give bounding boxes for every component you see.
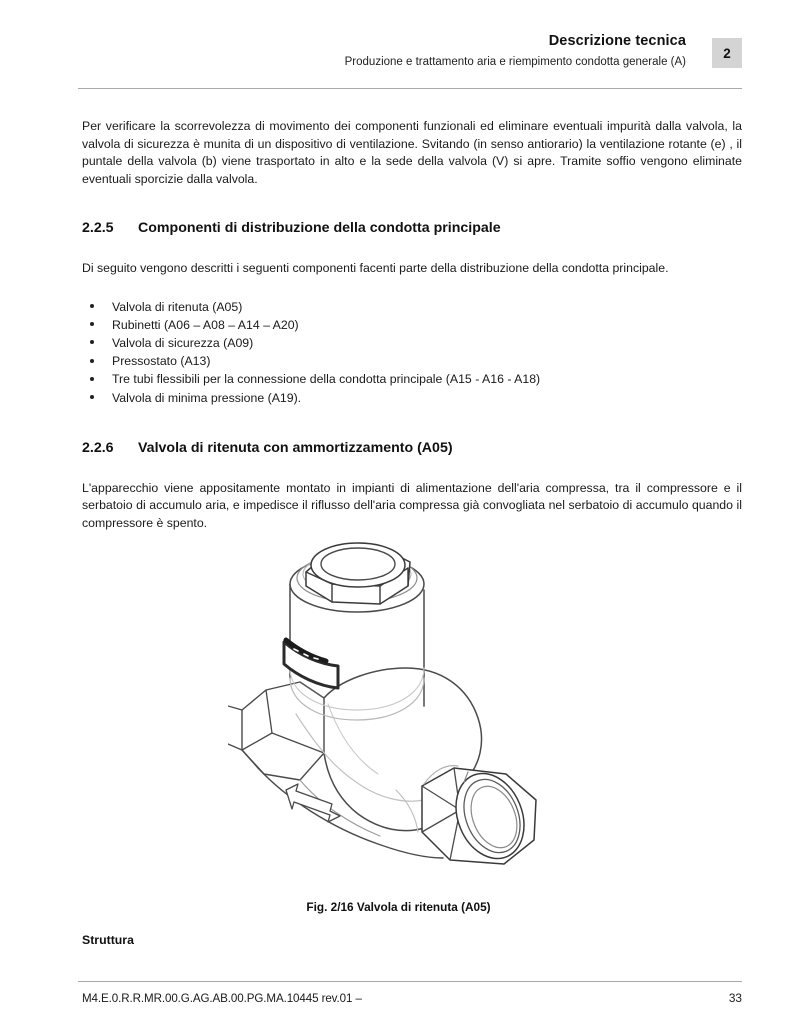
list-item bbox=[82, 316, 742, 334]
check-valve-illustration bbox=[228, 528, 568, 890]
components-bullet-list bbox=[82, 298, 742, 407]
list-item-label: Valvola di ritenuta (A05) bbox=[112, 299, 243, 314]
bullet-dot-icon bbox=[90, 395, 94, 399]
list-item bbox=[82, 352, 742, 370]
list-item bbox=[82, 370, 742, 388]
intro-paragraph: Per verificare la scorrevolezza di movimento dei componenti funzionali ed eliminare eventuali impurità dalla valvola, la valvola di sicurezza è munita di un dispositivo di ventilazione. Svitando (in senso antiorario) la ventilazione rotante (e) , il puntale della valvola (b) viene trasportato in alto e la sede della valvola (V) si apre. Tramite soffio vengono eliminate eventuali sporcizie dalla valvola. bbox=[82, 119, 742, 186]
section-number-225: 2.2.5 bbox=[82, 220, 114, 236]
list-item-label: Valvola di minima pressione (A19). bbox=[112, 390, 302, 405]
section-225-paragraph: Di seguito vengono descritti i seguenti componenti facenti parte della distribuzione della condotta principale. bbox=[82, 261, 669, 275]
section-title-226: Valvola di ritenuta con ammortizzamento (A05) bbox=[138, 439, 453, 456]
footer-divider-rule bbox=[78, 981, 742, 982]
list-item bbox=[82, 334, 742, 352]
page-content bbox=[82, 118, 742, 532]
figure-block bbox=[0, 528, 797, 928]
header-title: Descrizione tecnica bbox=[548, 33, 686, 49]
list-item-label: Valvola di sicurezza (A09) bbox=[112, 335, 254, 350]
chapter-number-badge: 2 bbox=[712, 38, 742, 68]
footer-page-number: 33 bbox=[728, 991, 742, 1005]
section-226-paragraph: L'apparecchio viene appositamente montato in impianti di alimentazione dell'aria compressa, tra il compressore e il serbatoio di accumulo aria, e impedisce il riflusso dell'aria compressa già convogliata nel serbatoio di accumulo quando il compressore è spento. bbox=[82, 480, 742, 530]
bullet-dot-icon bbox=[90, 377, 94, 381]
section-title-225: Componenti di distribuzione della condotta principale bbox=[138, 220, 501, 236]
bullet-dot-icon bbox=[90, 359, 94, 363]
list-item-label: Tre tubi flessibili per la connessione della condotta principale (A15 - A16 - A18) bbox=[112, 372, 541, 387]
section-number-226: 2.2.6 bbox=[82, 439, 114, 456]
figure-caption: Fig. 2/16 Valvola di ritenuta (A05) bbox=[306, 900, 491, 914]
bullet-dot-icon bbox=[90, 322, 94, 326]
page-footer bbox=[82, 991, 742, 1005]
list-item-label: Rubinetti (A06 – A08 – A14 – A20) bbox=[112, 317, 299, 332]
footer-document-code: M4.E.0.R.R.MR.00.G.AG.AB.00.PG.MA.10445 rev.01 – bbox=[82, 992, 362, 1005]
header-divider-rule bbox=[78, 88, 742, 89]
bullet-dot-icon bbox=[90, 304, 94, 308]
header-subtitle: Produzione e trattamento aria e riempimento condotta generale (A) bbox=[344, 55, 686, 68]
list-item-label: Pressostato (A13) bbox=[112, 354, 211, 369]
struttura-subheading: Struttura bbox=[82, 933, 134, 947]
list-item bbox=[82, 298, 742, 316]
list-item bbox=[82, 389, 742, 407]
section-heading-226 bbox=[82, 438, 742, 458]
header-text-block bbox=[345, 32, 686, 71]
bullet-dot-icon bbox=[90, 340, 94, 344]
section-heading-225 bbox=[82, 218, 742, 238]
page-header bbox=[78, 32, 742, 84]
